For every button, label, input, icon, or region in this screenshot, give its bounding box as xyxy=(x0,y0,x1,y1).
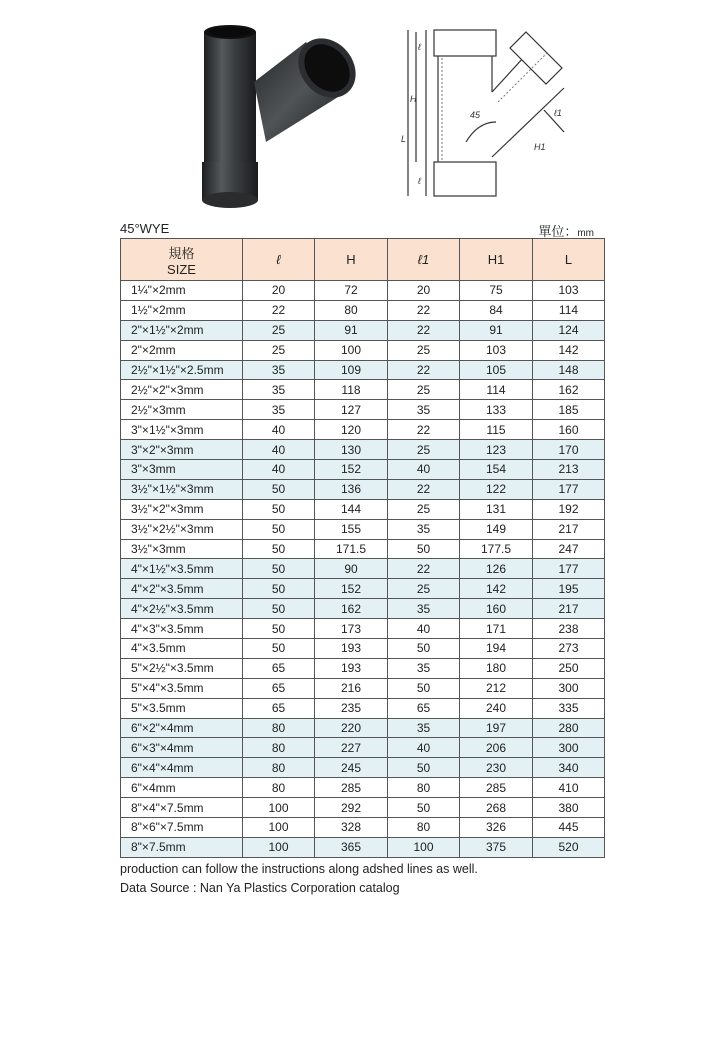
cell-l: 50 xyxy=(243,559,315,579)
cell-l: 80 xyxy=(243,778,315,798)
table-row xyxy=(121,798,605,818)
table-row xyxy=(121,818,605,838)
cell-l1: 25 xyxy=(388,380,460,400)
cell-l1: 80 xyxy=(388,778,460,798)
cell-size: 4"×2"×3.5mm xyxy=(121,579,243,599)
cell-l1: 100 xyxy=(388,837,460,857)
cell-l1: 35 xyxy=(388,519,460,539)
cell-h1: 123 xyxy=(460,440,533,460)
cell-size: 6"×4mm xyxy=(121,778,243,798)
cell-h: 91 xyxy=(315,320,388,340)
table-row xyxy=(121,718,605,738)
cell-l: 50 xyxy=(243,619,315,639)
cell-l: 185 xyxy=(533,400,605,420)
cell-l1: 25 xyxy=(388,340,460,360)
cell-h: 171.5 xyxy=(315,539,388,559)
cell-l: 40 xyxy=(243,440,315,460)
table-row xyxy=(121,837,605,857)
cell-size: 3½"×2"×3mm xyxy=(121,499,243,519)
cell-size: 3"×2"×3mm xyxy=(121,440,243,460)
cell-h1: 84 xyxy=(460,300,533,320)
cell-h: 365 xyxy=(315,837,388,857)
cell-l: 80 xyxy=(243,718,315,738)
cell-size: 4"×2½"×3.5mm xyxy=(121,599,243,619)
cell-size: 2"×2mm xyxy=(121,340,243,360)
table-row xyxy=(121,300,605,320)
cell-h: 245 xyxy=(315,758,388,778)
cell-l1: 65 xyxy=(388,698,460,718)
cell-h1: 126 xyxy=(460,559,533,579)
cell-size: 8"×4"×7.5mm xyxy=(121,798,243,818)
cell-l1: 50 xyxy=(388,678,460,698)
cell-l: 335 xyxy=(533,698,605,718)
cell-h1: 131 xyxy=(460,499,533,519)
cell-size: 2½"×3mm xyxy=(121,400,243,420)
cell-h1: 285 xyxy=(460,778,533,798)
cell-h: 292 xyxy=(315,798,388,818)
cell-l1: 50 xyxy=(388,639,460,659)
cell-l1: 40 xyxy=(388,619,460,639)
cell-l1: 40 xyxy=(388,460,460,480)
table-row xyxy=(121,460,605,480)
cell-l: 100 xyxy=(243,837,315,857)
cell-h1: 268 xyxy=(460,798,533,818)
cell-h: 118 xyxy=(315,380,388,400)
table-row xyxy=(121,778,605,798)
cell-size: 5"×2½"×3.5mm xyxy=(121,658,243,678)
cell-h: 72 xyxy=(315,281,388,301)
cell-l: 162 xyxy=(533,380,605,400)
cell-size: 1¼"×2mm xyxy=(121,281,243,301)
cell-h1: 142 xyxy=(460,579,533,599)
cell-l1: 25 xyxy=(388,579,460,599)
cell-size: 3"×1½"×3mm xyxy=(121,420,243,440)
cell-l: 40 xyxy=(243,460,315,480)
table-row xyxy=(121,519,605,539)
dim-l-bottom-label: ℓ xyxy=(418,176,421,186)
cell-h: 328 xyxy=(315,818,388,838)
cell-l: 114 xyxy=(533,300,605,320)
cell-l: 217 xyxy=(533,599,605,619)
cell-h: 227 xyxy=(315,738,388,758)
cell-h1: 91 xyxy=(460,320,533,340)
cell-size: 4"×3.5mm xyxy=(121,639,243,659)
cell-l1: 35 xyxy=(388,718,460,738)
header-l: ℓ xyxy=(243,239,315,281)
cell-l: 65 xyxy=(243,658,315,678)
table-row xyxy=(121,320,605,340)
header-size: 規格 SIZE xyxy=(121,239,243,281)
cell-l: 340 xyxy=(533,758,605,778)
cell-h: 136 xyxy=(315,479,388,499)
cell-l: 247 xyxy=(533,539,605,559)
dim-l-top-label: ℓ xyxy=(418,42,421,52)
cell-h1: 171 xyxy=(460,619,533,639)
cell-h: 193 xyxy=(315,639,388,659)
cell-l1: 25 xyxy=(388,499,460,519)
cell-size: 4"×1½"×3.5mm xyxy=(121,559,243,579)
cell-l: 217 xyxy=(533,519,605,539)
cell-size: 6"×3"×4mm xyxy=(121,738,243,758)
cell-h: 144 xyxy=(315,499,388,519)
cell-h1: 230 xyxy=(460,758,533,778)
header-L: L xyxy=(533,239,605,281)
cell-l: 103 xyxy=(533,281,605,301)
cell-l: 50 xyxy=(243,639,315,659)
cell-l: 195 xyxy=(533,579,605,599)
cell-l: 25 xyxy=(243,340,315,360)
cell-l: 22 xyxy=(243,300,315,320)
cell-l: 273 xyxy=(533,639,605,659)
cell-h1: 133 xyxy=(460,400,533,420)
dim-L-label: L xyxy=(401,134,407,144)
cell-l: 100 xyxy=(243,798,315,818)
cell-l: 50 xyxy=(243,599,315,619)
cell-l: 50 xyxy=(243,579,315,599)
cell-l: 238 xyxy=(533,619,605,639)
table-row xyxy=(121,738,605,758)
table-row xyxy=(121,579,605,599)
cell-size: 3½"×1½"×3mm xyxy=(121,479,243,499)
cell-l: 100 xyxy=(243,818,315,838)
cell-h: 216 xyxy=(315,678,388,698)
table-row xyxy=(121,658,605,678)
cell-l: 142 xyxy=(533,340,605,360)
cell-l: 35 xyxy=(243,400,315,420)
cell-size: 3½"×3mm xyxy=(121,539,243,559)
cell-h1: 206 xyxy=(460,738,533,758)
cell-l1: 22 xyxy=(388,420,460,440)
cell-l: 35 xyxy=(243,360,315,380)
dim-l1-label: ℓ1 xyxy=(554,108,562,118)
cell-l1: 80 xyxy=(388,818,460,838)
cell-h1: 212 xyxy=(460,678,533,698)
cell-l: 192 xyxy=(533,499,605,519)
cell-l1: 35 xyxy=(388,400,460,420)
cell-h1: 122 xyxy=(460,479,533,499)
cell-size: 3"×3mm xyxy=(121,460,243,480)
cell-h1: 326 xyxy=(460,818,533,838)
cell-h: 90 xyxy=(315,559,388,579)
cell-size: 4"×3"×3.5mm xyxy=(121,619,243,639)
table-row xyxy=(121,639,605,659)
cell-l1: 22 xyxy=(388,559,460,579)
cell-h1: 180 xyxy=(460,658,533,678)
cell-h: 120 xyxy=(315,420,388,440)
table-row xyxy=(121,281,605,301)
cell-l: 50 xyxy=(243,539,315,559)
cell-l1: 35 xyxy=(388,658,460,678)
cell-h1: 114 xyxy=(460,380,533,400)
unit-label: 單位： xyxy=(538,224,578,239)
cell-l: 65 xyxy=(243,698,315,718)
cell-l: 213 xyxy=(533,460,605,480)
table-row xyxy=(121,400,605,420)
cell-l: 300 xyxy=(533,678,605,698)
cell-h: 100 xyxy=(315,340,388,360)
dim-H1-label: H1 xyxy=(534,142,546,152)
table-row xyxy=(121,499,605,519)
cell-h: 155 xyxy=(315,519,388,539)
cell-l: 170 xyxy=(533,440,605,460)
table-row xyxy=(121,678,605,698)
angle-label: 45 xyxy=(470,110,481,120)
cell-size: 5"×3.5mm xyxy=(121,698,243,718)
cell-h: 193 xyxy=(315,658,388,678)
cell-l1: 22 xyxy=(388,300,460,320)
table-row xyxy=(121,360,605,380)
table-row xyxy=(121,619,605,639)
cell-l: 50 xyxy=(243,479,315,499)
header-H1: H1 xyxy=(460,239,533,281)
cell-size: 1½"×2mm xyxy=(121,300,243,320)
cell-l: 250 xyxy=(533,658,605,678)
cell-l: 20 xyxy=(243,281,315,301)
table-caption xyxy=(120,220,604,238)
table-row xyxy=(121,539,605,559)
cell-l: 280 xyxy=(533,718,605,738)
cell-size: 2"×1½"×2mm xyxy=(121,320,243,340)
cell-size: 6"×4"×4mm xyxy=(121,758,243,778)
cell-h: 130 xyxy=(315,440,388,460)
cell-h1: 75 xyxy=(460,281,533,301)
cell-size: 2½"×2"×3mm xyxy=(121,380,243,400)
cell-l1: 22 xyxy=(388,320,460,340)
cell-l1: 25 xyxy=(388,440,460,460)
cell-h: 80 xyxy=(315,300,388,320)
cell-l1: 20 xyxy=(388,281,460,301)
cell-h1: 154 xyxy=(460,460,533,480)
cell-l: 40 xyxy=(243,420,315,440)
cell-l: 148 xyxy=(533,360,605,380)
cell-l: 300 xyxy=(533,738,605,758)
cell-size: 5"×4"×3.5mm xyxy=(121,678,243,698)
cell-l1: 50 xyxy=(388,758,460,778)
cell-h1: 375 xyxy=(460,837,533,857)
wye-technical-drawing xyxy=(386,22,586,212)
cell-size: 6"×2"×4mm xyxy=(121,718,243,738)
cell-size: 2½"×1½"×2.5mm xyxy=(121,360,243,380)
cell-l: 177 xyxy=(533,559,605,579)
header-H: H xyxy=(315,239,388,281)
cell-l: 80 xyxy=(243,738,315,758)
cell-l: 520 xyxy=(533,837,605,857)
cell-h1: 149 xyxy=(460,519,533,539)
cell-h1: 240 xyxy=(460,698,533,718)
cell-h: 109 xyxy=(315,360,388,380)
cell-h: 220 xyxy=(315,718,388,738)
header-l1: ℓ1 xyxy=(388,239,460,281)
cell-h: 173 xyxy=(315,619,388,639)
cell-h: 285 xyxy=(315,778,388,798)
cell-l: 445 xyxy=(533,818,605,838)
table-row xyxy=(121,559,605,579)
wye-fitting-photo xyxy=(196,22,361,212)
cell-h1: 103 xyxy=(460,340,533,360)
cell-h1: 115 xyxy=(460,420,533,440)
cell-l: 410 xyxy=(533,778,605,798)
cell-l: 35 xyxy=(243,380,315,400)
cell-l: 65 xyxy=(243,678,315,698)
cell-l: 25 xyxy=(243,320,315,340)
table-row xyxy=(121,340,605,360)
table-row xyxy=(121,599,605,619)
cell-l1: 50 xyxy=(388,539,460,559)
cell-h1: 105 xyxy=(460,360,533,380)
dim-H-label: H xyxy=(410,94,417,104)
cell-h: 235 xyxy=(315,698,388,718)
cell-l: 177 xyxy=(533,479,605,499)
table-row xyxy=(121,420,605,440)
table-row xyxy=(121,440,605,460)
fitting-title: 45°WYE xyxy=(120,221,170,236)
cell-size: 8"×7.5mm xyxy=(121,837,243,857)
table-row xyxy=(121,758,605,778)
cell-l1: 22 xyxy=(388,360,460,380)
cell-size: 8"×6"×7.5mm xyxy=(121,818,243,838)
cell-h: 152 xyxy=(315,460,388,480)
table-row xyxy=(121,380,605,400)
cell-l1: 35 xyxy=(388,599,460,619)
dimension-table xyxy=(120,238,605,858)
cell-l: 50 xyxy=(243,519,315,539)
cell-l1: 40 xyxy=(388,738,460,758)
table-row xyxy=(121,479,605,499)
cell-l1: 22 xyxy=(388,479,460,499)
cell-l1: 50 xyxy=(388,798,460,818)
footnote-source: Data Source : Nan Ya Plastics Corporation catalog xyxy=(120,881,400,895)
cell-h: 127 xyxy=(315,400,388,420)
cell-l: 50 xyxy=(243,499,315,519)
footnote-instructions: production can follow the instructions along adshed lines as well. xyxy=(120,862,478,876)
table-row xyxy=(121,698,605,718)
cell-h1: 177.5 xyxy=(460,539,533,559)
unit-value: mm xyxy=(577,228,594,239)
cell-h: 162 xyxy=(315,599,388,619)
cell-h1: 197 xyxy=(460,718,533,738)
cell-h1: 160 xyxy=(460,599,533,619)
cell-h: 152 xyxy=(315,579,388,599)
cell-h1: 194 xyxy=(460,639,533,659)
cell-size: 3½"×2½"×3mm xyxy=(121,519,243,539)
cell-l: 124 xyxy=(533,320,605,340)
table-header-row xyxy=(121,239,605,281)
cell-l: 380 xyxy=(533,798,605,818)
footnotes xyxy=(120,860,478,898)
cell-l: 80 xyxy=(243,758,315,778)
cell-l: 160 xyxy=(533,420,605,440)
